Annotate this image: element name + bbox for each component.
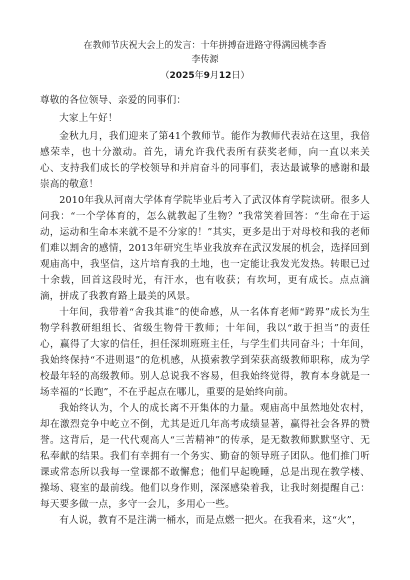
date-prefix: （ — [160, 71, 170, 81]
body-paragraph: 有人说，教育不是注满一桶水，而是点燃一把火。在我看来，这“火”， — [59, 515, 362, 526]
salutation: 尊敬的各位领导、亲爱的同事们： — [40, 95, 187, 106]
author-name: 李传源 — [191, 55, 219, 65]
body-paragraph: 我始终认为，个人的成长离不开集体的力量。观庙高中虽然地处农村，却在激烈竞争中屹立不倒，尤其是近几年高考成绩显著，赢得社会各界的赞誉。这背后，是一代代观高人“三苦精神”的传承，是无数教师默默坚守、无私奉献的结果。我们有幸拥有一个务实、勤奋的领导班子团队。他们推门听课或常态所以我每一堂课都不敢懈怠；他们早起晚睡，总是出现在教学楼、操场、寝室的最前线。他们以身作则，深深感染着我，让我时刻提醒自己：每天要多做一点，多守一会儿，多用心一些。 — [40, 403, 370, 510]
body-paragraph: 2010年我从河南大学体育学院毕业后考入了武汉体育学院读研。很多人问我：“一个学体育的，怎么就教起了生物？”我常笑着回答：“生命在于运动，运动和生命本来就不是不分家的！”其实，更多是出于对母校和我的老师们难以割舍的感情，2013年研究生毕业我放弃在武汉发展的机会，选择回到观庙高中，我坚信，这片培育我的土地，也一定能让我发光发热。转眼已过十余载，回首这段时光，有汗水，也有收获；有坎坷，更有成长。点点滴滴，拼成了我教育路上最美的风景。 — [40, 195, 370, 302]
date-month-suffix: 月 — [209, 71, 219, 81]
date-suffix: 日） — [231, 71, 250, 81]
document-title: 在教师节庆祝大会上的发言：十年拼搏奋进路守得满园桃李香 — [83, 41, 327, 51]
date-day: 12 — [218, 71, 232, 81]
body-paragraph: 金秋九月，我们迎来了第41个教师节。能作为教师代表站在这里，我倍感荣幸，也十分激动。首先，请允许我代表所有获奖老师，向一直以来关心、支持我们成长的学校领导和并肩奋斗的同事们，表达最诚挚的感谢和最崇高的敬意！ — [40, 131, 370, 190]
speech-date — [40, 69, 370, 83]
body-paragraph: 十年间，我带着“舍我其谁”的使命感，从一名体育老师“跨界”成长为生物学科教研组组长、省级生物骨干教师；十年间，我以“敢于担当”的责任心，赢得了大家的信任，担任深圳班班主任，与学生们共同奋斗；十年间，我始终保持“不进则退”的危机感，从摸索教学到荣获高级教师职称，成为学校最年轻的高级教师。别人总说我不容易，但我始终觉得，教育本身就是一场幸福的“长跑”，不在乎起点在哪儿，重要的是始终向前。 — [40, 307, 370, 398]
date-year: 2025 — [169, 71, 195, 81]
greeting: 大家上午好！ — [59, 113, 118, 124]
date-year-suffix: 年 — [194, 71, 204, 81]
date-month: 9 — [203, 71, 210, 81]
